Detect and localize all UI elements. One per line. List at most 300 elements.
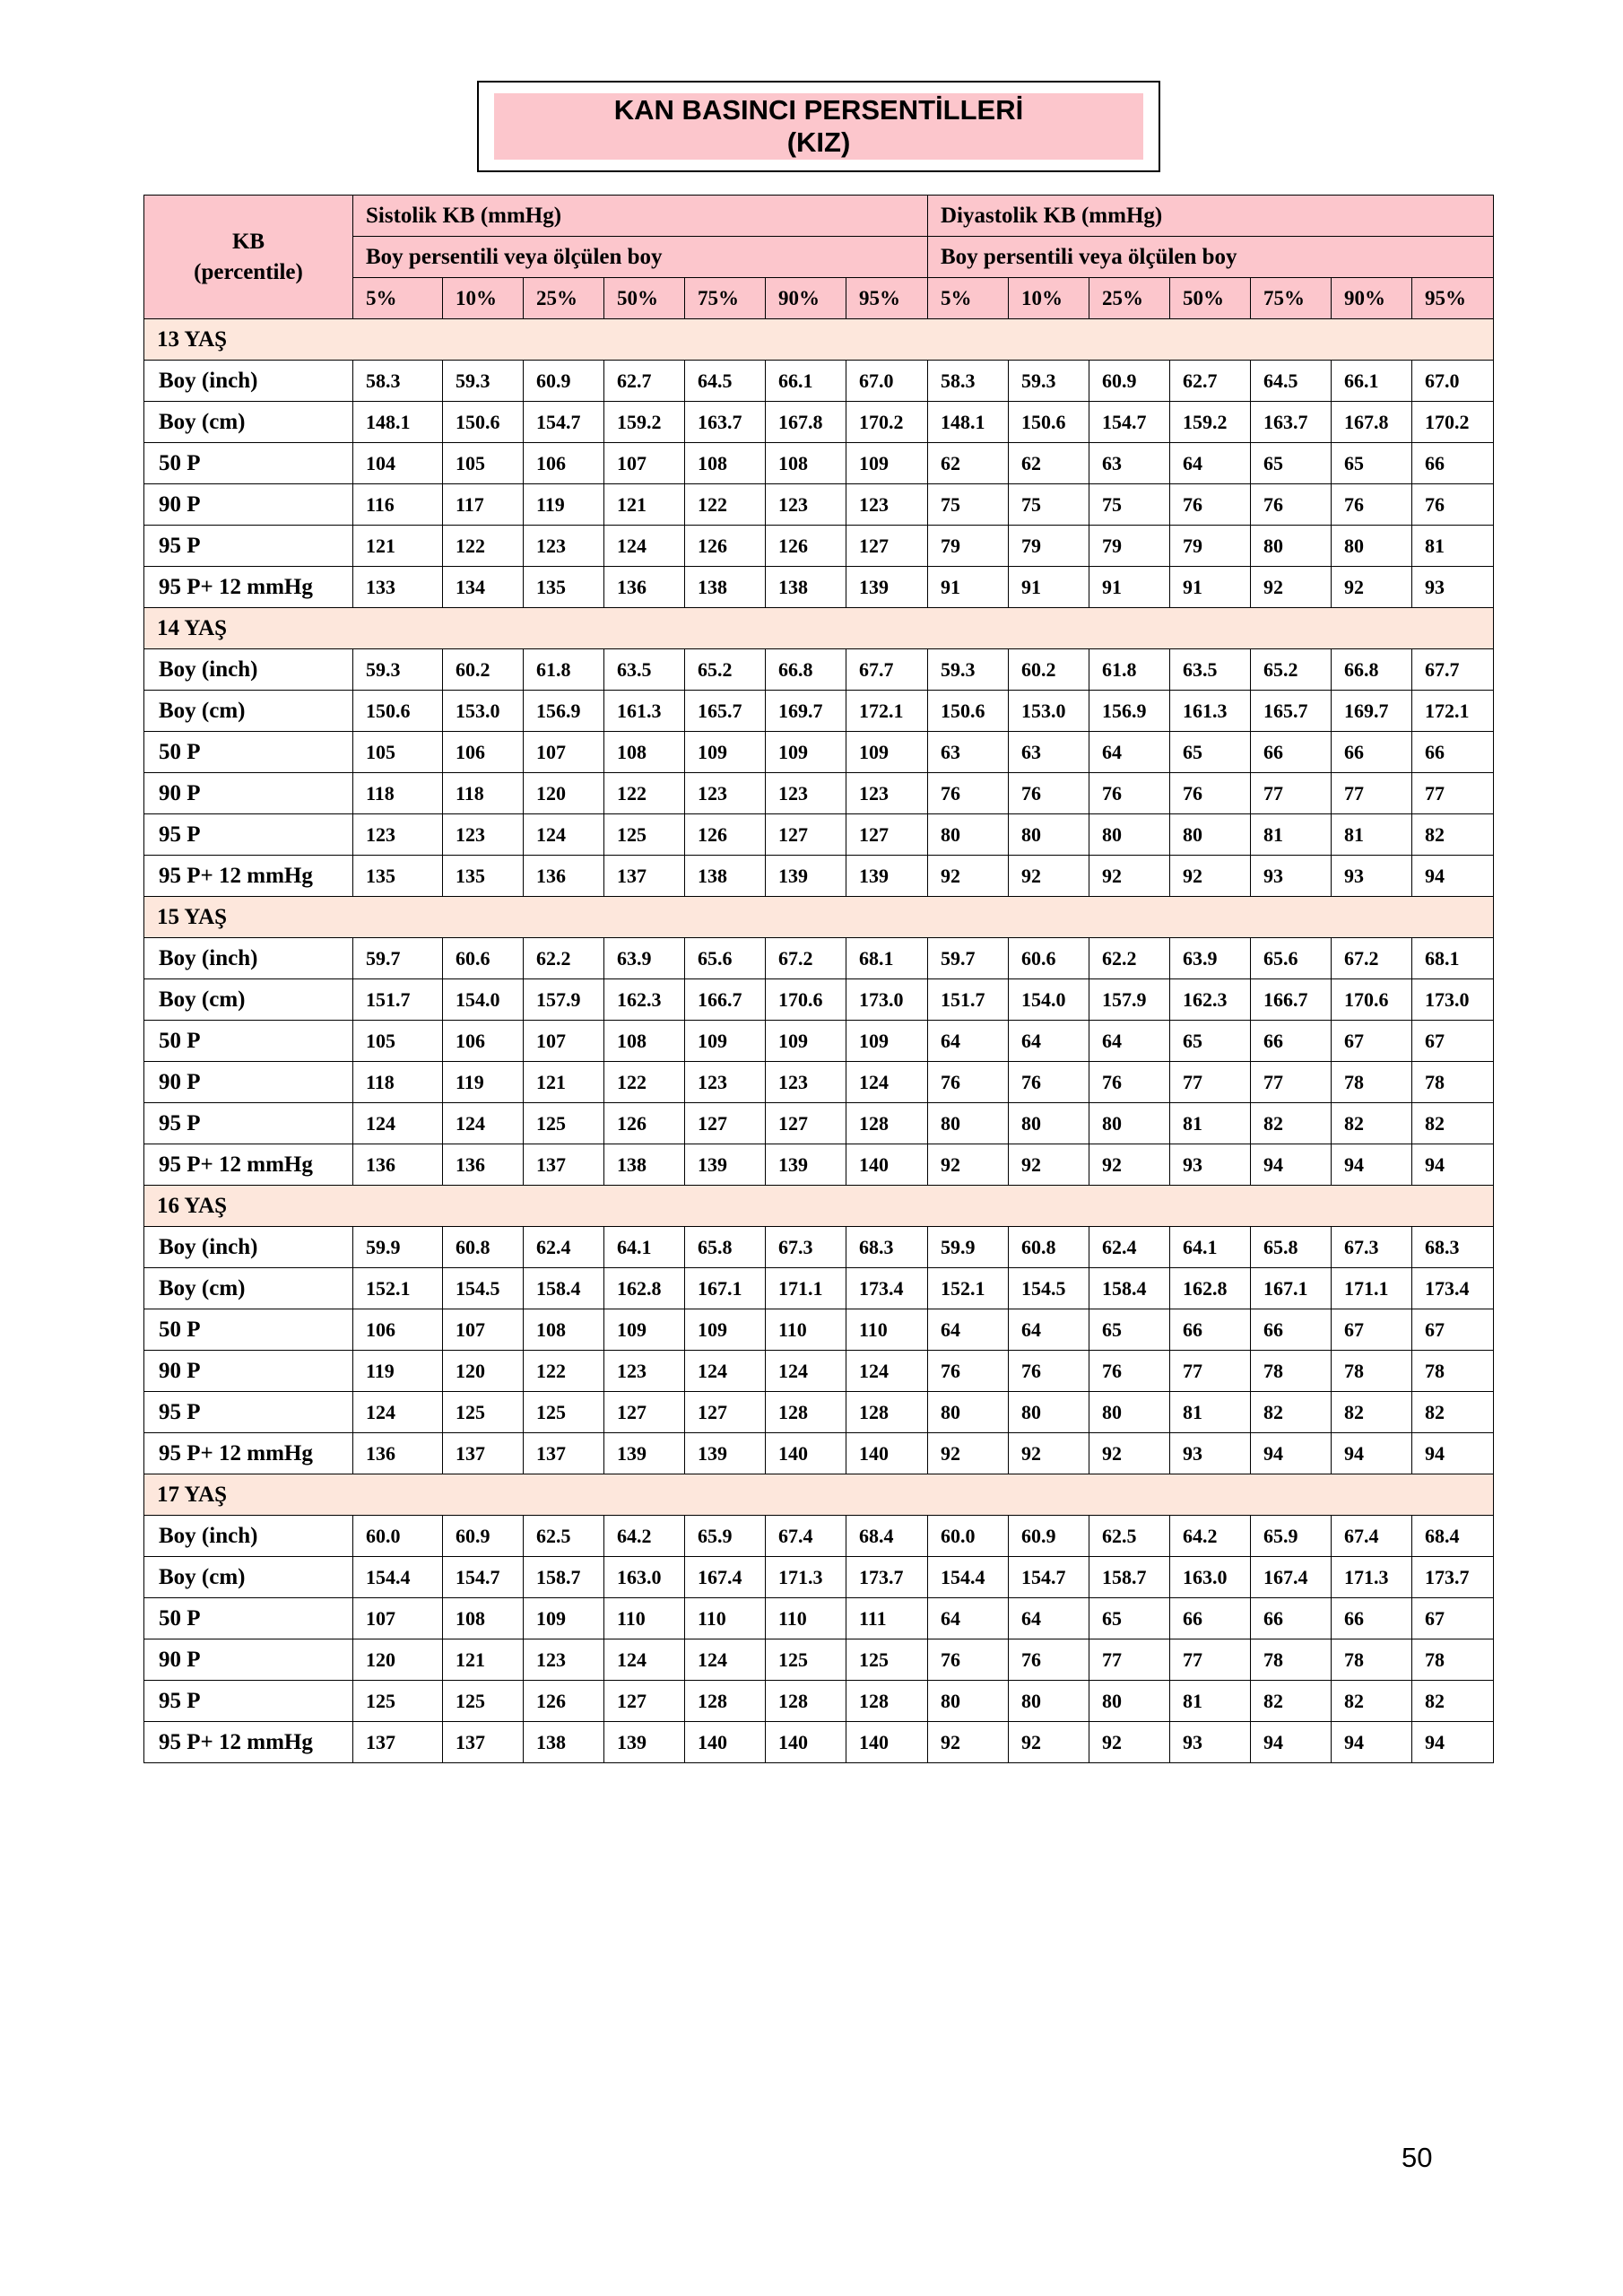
diastolic-cell: 82 — [1251, 1681, 1332, 1722]
table-row — [144, 1722, 1494, 1763]
diastolic-cell: 78 — [1332, 1062, 1412, 1103]
diastolic-cell: 77 — [1251, 773, 1332, 814]
systolic-cell: 63.9 — [604, 938, 685, 979]
diastolic-cell: 66.1 — [1332, 361, 1412, 402]
diastolic-height-label: Boy persentili veya ölçülen boy — [928, 237, 1494, 278]
diastolic-cell: 67.2 — [1332, 938, 1412, 979]
systolic-cell: 137 — [443, 1433, 524, 1474]
diastolic-cell: 81 — [1170, 1392, 1251, 1433]
diastolic-cell: 94 — [1412, 1722, 1494, 1763]
systolic-cell: 124 — [685, 1351, 766, 1392]
table-row — [144, 856, 1494, 897]
diastolic-cell: 151.7 — [928, 979, 1009, 1021]
diastolic-percentile-header: 75% — [1251, 278, 1332, 319]
systolic-cell: 138 — [685, 567, 766, 608]
diastolic-cell: 75 — [928, 484, 1009, 526]
systolic-cell: 110 — [685, 1598, 766, 1639]
diastolic-cell: 80 — [1089, 1681, 1170, 1722]
diastolic-cell: 77 — [1170, 1062, 1251, 1103]
systolic-cell: 126 — [524, 1681, 604, 1722]
systolic-cell: 119 — [524, 484, 604, 526]
diastolic-cell: 80 — [1009, 1103, 1089, 1144]
systolic-cell: 124 — [685, 1639, 766, 1681]
diastolic-cell: 153.0 — [1009, 691, 1089, 732]
diastolic-cell: 81 — [1332, 814, 1412, 856]
diastolic-cell: 78 — [1251, 1639, 1332, 1681]
table-row — [144, 649, 1494, 691]
diastolic-cell: 78 — [1412, 1351, 1494, 1392]
systolic-cell: 139 — [685, 1144, 766, 1186]
diastolic-cell: 94 — [1332, 1722, 1412, 1763]
diastolic-cell: 93 — [1170, 1433, 1251, 1474]
row-label: 50 P — [144, 443, 353, 484]
systolic-cell: 169.7 — [766, 691, 846, 732]
systolic-cell: 67.4 — [766, 1516, 846, 1557]
diastolic-cell: 60.8 — [1009, 1227, 1089, 1268]
diastolic-cell: 64.5 — [1251, 361, 1332, 402]
systolic-cell: 68.1 — [846, 938, 928, 979]
diastolic-cell: 64 — [1089, 732, 1170, 773]
diastolic-cell: 80 — [928, 814, 1009, 856]
systolic-cell: 106 — [353, 1309, 443, 1351]
systolic-cell: 65.6 — [685, 938, 766, 979]
diastolic-cell: 94 — [1412, 1144, 1494, 1186]
diastolic-cell: 80 — [1170, 814, 1251, 856]
diastolic-cell: 63.5 — [1170, 649, 1251, 691]
row-label: 90 P — [144, 1351, 353, 1392]
systolic-cell: 66.1 — [766, 361, 846, 402]
row-label: Boy (inch) — [144, 1516, 353, 1557]
diastolic-cell: 94 — [1251, 1433, 1332, 1474]
kb-header — [144, 196, 353, 319]
diastolic-cell: 154.7 — [1009, 1557, 1089, 1598]
table-row — [144, 979, 1494, 1021]
diastolic-cell: 75 — [1089, 484, 1170, 526]
diastolic-cell: 82 — [1332, 1392, 1412, 1433]
age-group-label: 15 YAŞ — [144, 897, 1494, 938]
diastolic-cell: 78 — [1332, 1639, 1412, 1681]
systolic-cell: 127 — [766, 1103, 846, 1144]
diastolic-header: Diyastolik KB (mmHg) — [928, 196, 1494, 237]
table-row — [144, 484, 1494, 526]
row-label: 50 P — [144, 1598, 353, 1639]
systolic-cell: 163.0 — [604, 1557, 685, 1598]
diastolic-cell: 66 — [1251, 1309, 1332, 1351]
systolic-header: Sistolik KB (mmHg) — [353, 196, 928, 237]
systolic-cell: 139 — [846, 856, 928, 897]
diastolic-cell: 66 — [1332, 732, 1412, 773]
systolic-cell: 60.8 — [443, 1227, 524, 1268]
diastolic-cell: 82 — [1412, 1681, 1494, 1722]
diastolic-cell: 94 — [1251, 1144, 1332, 1186]
diastolic-cell: 79 — [1009, 526, 1089, 567]
systolic-cell: 58.3 — [353, 361, 443, 402]
diastolic-cell: 92 — [1089, 1722, 1170, 1763]
diastolic-cell: 82 — [1412, 814, 1494, 856]
systolic-cell: 140 — [846, 1144, 928, 1186]
table-row — [144, 1309, 1494, 1351]
diastolic-cell: 76 — [1089, 1062, 1170, 1103]
diastolic-cell: 154.4 — [928, 1557, 1009, 1598]
systolic-cell: 127 — [846, 526, 928, 567]
systolic-cell: 124 — [846, 1351, 928, 1392]
systolic-cell: 60.0 — [353, 1516, 443, 1557]
diastolic-cell: 65.2 — [1251, 649, 1332, 691]
diastolic-cell: 77 — [1412, 773, 1494, 814]
systolic-cell: 161.3 — [604, 691, 685, 732]
systolic-cell: 59.7 — [353, 938, 443, 979]
systolic-cell: 139 — [604, 1433, 685, 1474]
table-row — [144, 1144, 1494, 1186]
systolic-cell: 173.0 — [846, 979, 928, 1021]
diastolic-cell: 80 — [1332, 526, 1412, 567]
systolic-cell: 153.0 — [443, 691, 524, 732]
systolic-cell: 123 — [846, 484, 928, 526]
row-label: 95 P — [144, 1392, 353, 1433]
diastolic-cell: 64 — [1009, 1598, 1089, 1639]
diastolic-cell: 94 — [1332, 1144, 1412, 1186]
diastolic-cell: 59.3 — [1009, 361, 1089, 402]
diastolic-cell: 76 — [1412, 484, 1494, 526]
systolic-cell: 123 — [766, 1062, 846, 1103]
systolic-cell: 150.6 — [443, 402, 524, 443]
systolic-cell: 120 — [353, 1639, 443, 1681]
systolic-cell: 125 — [604, 814, 685, 856]
systolic-cell: 123 — [846, 773, 928, 814]
diastolic-cell: 62.4 — [1089, 1227, 1170, 1268]
diastolic-cell: 78 — [1412, 1639, 1494, 1681]
table-row — [144, 1227, 1494, 1268]
diastolic-cell: 64 — [1009, 1309, 1089, 1351]
diastolic-cell: 161.3 — [1170, 691, 1251, 732]
diastolic-cell: 77 — [1170, 1639, 1251, 1681]
diastolic-cell: 76 — [1332, 484, 1412, 526]
diastolic-cell: 59.7 — [928, 938, 1009, 979]
systolic-cell: 135 — [443, 856, 524, 897]
diastolic-cell: 80 — [1089, 1103, 1170, 1144]
systolic-cell: 125 — [443, 1681, 524, 1722]
diastolic-cell: 82 — [1332, 1103, 1412, 1144]
diastolic-cell: 64 — [1089, 1021, 1170, 1062]
diastolic-cell: 81 — [1251, 814, 1332, 856]
diastolic-cell: 76 — [928, 1351, 1009, 1392]
table-row — [144, 732, 1494, 773]
systolic-cell: 162.8 — [604, 1268, 685, 1309]
systolic-cell: 124 — [766, 1351, 846, 1392]
diastolic-cell: 162.8 — [1170, 1268, 1251, 1309]
diastolic-cell: 65 — [1170, 732, 1251, 773]
diastolic-cell: 173.4 — [1412, 1268, 1494, 1309]
systolic-cell: 104 — [353, 443, 443, 484]
systolic-cell: 128 — [846, 1392, 928, 1433]
diastolic-cell: 60.6 — [1009, 938, 1089, 979]
systolic-cell: 67.3 — [766, 1227, 846, 1268]
diastolic-cell: 80 — [928, 1392, 1009, 1433]
age-group-row — [144, 1474, 1494, 1516]
diastolic-cell: 76 — [928, 773, 1009, 814]
diastolic-cell: 154.7 — [1089, 402, 1170, 443]
systolic-cell: 60.2 — [443, 649, 524, 691]
systolic-cell: 110 — [766, 1309, 846, 1351]
diastolic-cell: 156.9 — [1089, 691, 1170, 732]
diastolic-cell: 82 — [1412, 1392, 1494, 1433]
systolic-cell: 139 — [604, 1722, 685, 1763]
systolic-cell: 125 — [846, 1639, 928, 1681]
diastolic-cell: 92 — [928, 856, 1009, 897]
diastolic-cell: 62.7 — [1170, 361, 1251, 402]
systolic-cell: 123 — [524, 526, 604, 567]
diastolic-cell: 76 — [1009, 1062, 1089, 1103]
systolic-cell: 154.7 — [443, 1557, 524, 1598]
table-row — [144, 814, 1494, 856]
systolic-cell: 107 — [353, 1598, 443, 1639]
systolic-cell: 109 — [604, 1309, 685, 1351]
systolic-cell: 159.2 — [604, 402, 685, 443]
diastolic-percentile-header: 50% — [1170, 278, 1251, 319]
systolic-cell: 128 — [846, 1103, 928, 1144]
diastolic-cell: 68.4 — [1412, 1516, 1494, 1557]
table-row — [144, 361, 1494, 402]
systolic-cell: 171.1 — [766, 1268, 846, 1309]
systolic-cell: 121 — [353, 526, 443, 567]
systolic-cell: 122 — [685, 484, 766, 526]
systolic-cell: 116 — [353, 484, 443, 526]
diastolic-cell: 60.9 — [1089, 361, 1170, 402]
systolic-cell: 128 — [685, 1681, 766, 1722]
diastolic-cell: 93 — [1412, 567, 1494, 608]
diastolic-cell: 152.1 — [928, 1268, 1009, 1309]
diastolic-cell: 166.7 — [1251, 979, 1332, 1021]
systolic-cell: 109 — [766, 1021, 846, 1062]
table-row — [144, 773, 1494, 814]
diastolic-cell: 92 — [928, 1433, 1009, 1474]
systolic-cell: 128 — [766, 1392, 846, 1433]
diastolic-cell: 64 — [928, 1021, 1009, 1062]
table-row — [144, 1351, 1494, 1392]
systolic-cell: 171.3 — [766, 1557, 846, 1598]
diastolic-cell: 77 — [1170, 1351, 1251, 1392]
systolic-cell: 158.7 — [524, 1557, 604, 1598]
age-group-row — [144, 1186, 1494, 1227]
diastolic-cell: 81 — [1170, 1681, 1251, 1722]
diastolic-cell: 93 — [1332, 856, 1412, 897]
diastolic-cell: 92 — [1251, 567, 1332, 608]
systolic-cell: 126 — [685, 526, 766, 567]
systolic-cell: 68.4 — [846, 1516, 928, 1557]
diastolic-cell: 64 — [1170, 443, 1251, 484]
diastolic-cell: 158.4 — [1089, 1268, 1170, 1309]
systolic-cell: 128 — [766, 1681, 846, 1722]
systolic-cell: 127 — [766, 814, 846, 856]
systolic-cell: 127 — [846, 814, 928, 856]
diastolic-cell: 167.1 — [1251, 1268, 1332, 1309]
row-label: 95 P+ 12 mmHg — [144, 1722, 353, 1763]
systolic-cell: 64.2 — [604, 1516, 685, 1557]
diastolic-cell: 62 — [928, 443, 1009, 484]
diastolic-cell: 158.7 — [1089, 1557, 1170, 1598]
systolic-cell: 140 — [846, 1722, 928, 1763]
diastolic-cell: 76 — [1009, 1639, 1089, 1681]
diastolic-cell: 80 — [1009, 1392, 1089, 1433]
systolic-cell: 127 — [604, 1392, 685, 1433]
systolic-cell: 65.2 — [685, 649, 766, 691]
systolic-cell: 123 — [766, 773, 846, 814]
diastolic-cell: 79 — [1170, 526, 1251, 567]
systolic-cell: 125 — [353, 1681, 443, 1722]
diastolic-cell: 76 — [928, 1062, 1009, 1103]
systolic-cell: 125 — [766, 1639, 846, 1681]
systolic-cell: 124 — [524, 814, 604, 856]
systolic-cell: 117 — [443, 484, 524, 526]
diastolic-cell: 163.0 — [1170, 1557, 1251, 1598]
row-label: Boy (cm) — [144, 979, 353, 1021]
title-line-2: (KIZ) — [786, 126, 851, 158]
diastolic-cell: 66 — [1251, 1021, 1332, 1062]
diastolic-cell: 81 — [1170, 1103, 1251, 1144]
systolic-cell: 173.7 — [846, 1557, 928, 1598]
systolic-cell: 123 — [685, 1062, 766, 1103]
row-label: Boy (inch) — [144, 361, 353, 402]
systolic-cell: 123 — [604, 1351, 685, 1392]
systolic-cell: 106 — [443, 732, 524, 773]
diastolic-cell: 63.9 — [1170, 938, 1251, 979]
diastolic-cell: 67.7 — [1412, 649, 1494, 691]
systolic-cell: 137 — [524, 1144, 604, 1186]
systolic-cell: 60.9 — [524, 361, 604, 402]
table-row — [144, 1433, 1494, 1474]
diastolic-percentile-header: 25% — [1089, 278, 1170, 319]
diastolic-cell: 75 — [1009, 484, 1089, 526]
table-row — [144, 1557, 1494, 1598]
systolic-cell: 60.9 — [443, 1516, 524, 1557]
diastolic-cell: 82 — [1251, 1392, 1332, 1433]
systolic-cell: 64.5 — [685, 361, 766, 402]
systolic-cell: 136 — [353, 1433, 443, 1474]
diastolic-cell: 80 — [1089, 814, 1170, 856]
systolic-cell: 173.4 — [846, 1268, 928, 1309]
systolic-cell: 62.5 — [524, 1516, 604, 1557]
systolic-height-label: Boy persentili veya ölçülen boy — [353, 237, 928, 278]
age-group-row — [144, 608, 1494, 649]
diastolic-cell: 76 — [1170, 484, 1251, 526]
systolic-cell: 151.7 — [353, 979, 443, 1021]
diastolic-cell: 148.1 — [928, 402, 1009, 443]
diastolic-cell: 76 — [1009, 773, 1089, 814]
diastolic-cell: 64 — [928, 1598, 1009, 1639]
diastolic-cell: 154.0 — [1009, 979, 1089, 1021]
diastolic-cell: 92 — [1009, 1722, 1089, 1763]
diastolic-cell: 67.4 — [1332, 1516, 1412, 1557]
systolic-cell: 118 — [353, 1062, 443, 1103]
systolic-cell: 122 — [524, 1351, 604, 1392]
kb-label: KB — [231, 229, 265, 254]
diastolic-cell: 81 — [1412, 526, 1494, 567]
systolic-cell: 138 — [766, 567, 846, 608]
diastolic-cell: 62 — [1009, 443, 1089, 484]
diastolic-cell: 67 — [1332, 1021, 1412, 1062]
age-group-label: 17 YAŞ — [144, 1474, 1494, 1516]
diastolic-cell: 76 — [1170, 773, 1251, 814]
systolic-cell: 106 — [443, 1021, 524, 1062]
table-row — [144, 1639, 1494, 1681]
systolic-cell: 165.7 — [685, 691, 766, 732]
systolic-cell: 124 — [604, 1639, 685, 1681]
systolic-cell: 108 — [685, 443, 766, 484]
diastolic-cell: 60.9 — [1009, 1516, 1089, 1557]
diastolic-cell: 170.2 — [1412, 402, 1494, 443]
title-banner — [494, 93, 1143, 160]
systolic-cell: 109 — [685, 1309, 766, 1351]
systolic-cell: 138 — [524, 1722, 604, 1763]
diastolic-cell: 80 — [928, 1681, 1009, 1722]
systolic-cell: 109 — [846, 732, 928, 773]
row-label: 95 P+ 12 mmHg — [144, 567, 353, 608]
diastolic-cell: 92 — [1089, 1144, 1170, 1186]
diastolic-cell: 92 — [1009, 1144, 1089, 1186]
table-row — [144, 1062, 1494, 1103]
systolic-cell: 172.1 — [846, 691, 928, 732]
systolic-cell: 105 — [353, 732, 443, 773]
systolic-cell: 158.4 — [524, 1268, 604, 1309]
systolic-cell: 139 — [766, 1144, 846, 1186]
diastolic-cell: 150.6 — [1009, 402, 1089, 443]
diastolic-cell: 76 — [1009, 1351, 1089, 1392]
diastolic-cell: 66 — [1412, 732, 1494, 773]
diastolic-cell: 65.6 — [1251, 938, 1332, 979]
systolic-percentile-header: 90% — [766, 278, 846, 319]
row-label: 95 P — [144, 526, 353, 567]
systolic-cell: 135 — [524, 567, 604, 608]
systolic-cell: 157.9 — [524, 979, 604, 1021]
systolic-cell: 139 — [685, 1433, 766, 1474]
diastolic-cell: 77 — [1089, 1639, 1170, 1681]
systolic-percentile-header: 50% — [604, 278, 685, 319]
row-label: Boy (inch) — [144, 938, 353, 979]
table-row — [144, 1021, 1494, 1062]
table-row — [144, 443, 1494, 484]
systolic-cell: 118 — [443, 773, 524, 814]
diastolic-cell: 66 — [1412, 443, 1494, 484]
systolic-cell: 170.2 — [846, 402, 928, 443]
row-label: 50 P — [144, 1021, 353, 1062]
systolic-cell: 152.1 — [353, 1268, 443, 1309]
diastolic-cell: 91 — [928, 567, 1009, 608]
systolic-cell: 124 — [353, 1392, 443, 1433]
systolic-cell: 150.6 — [353, 691, 443, 732]
row-label: 50 P — [144, 732, 353, 773]
systolic-cell: 122 — [604, 773, 685, 814]
systolic-cell: 109 — [685, 732, 766, 773]
age-group-row — [144, 897, 1494, 938]
diastolic-cell: 63 — [1009, 732, 1089, 773]
diastolic-cell: 65 — [1251, 443, 1332, 484]
systolic-percentile-header: 95% — [846, 278, 928, 319]
systolic-cell: 140 — [766, 1433, 846, 1474]
systolic-cell: 123 — [685, 773, 766, 814]
diastolic-cell: 162.3 — [1170, 979, 1251, 1021]
row-label: 90 P — [144, 484, 353, 526]
diastolic-cell: 92 — [1089, 1433, 1170, 1474]
systolic-cell: 110 — [766, 1598, 846, 1639]
diastolic-cell: 94 — [1332, 1433, 1412, 1474]
systolic-cell: 64.1 — [604, 1227, 685, 1268]
table-row — [144, 1103, 1494, 1144]
systolic-cell: 106 — [524, 443, 604, 484]
diastolic-cell: 93 — [1251, 856, 1332, 897]
systolic-cell: 167.8 — [766, 402, 846, 443]
diastolic-cell: 79 — [928, 526, 1009, 567]
diastolic-cell: 65 — [1332, 443, 1412, 484]
